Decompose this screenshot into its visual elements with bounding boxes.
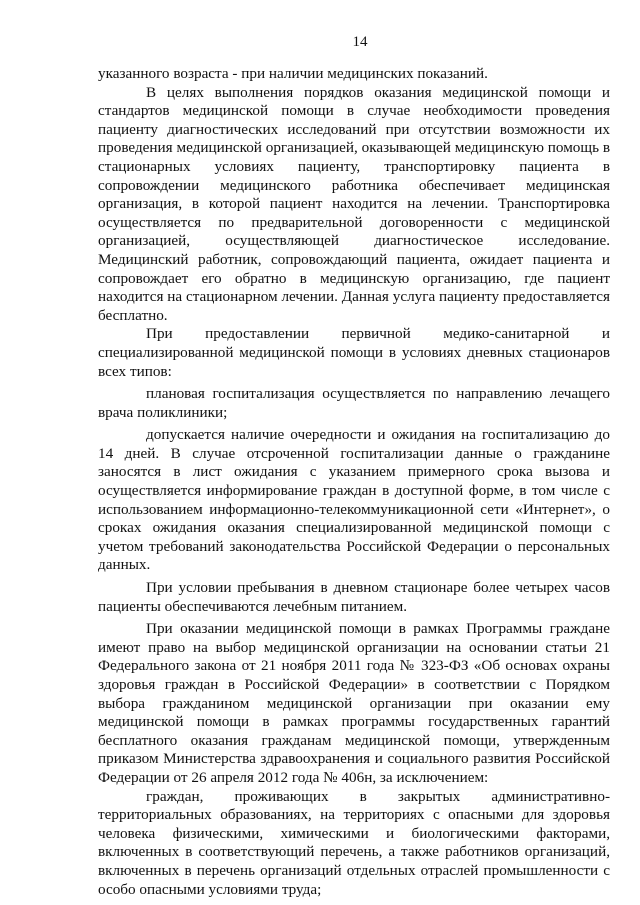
paragraph-choice-of-organization: При оказании медицинской помощи в рамках Программы граждане имеют право на выбор медицинской организации на основании статьи 21 Федерального закона от 21 ноября 2011 года № 323-ФЗ «Об основах охраны здоровья граждан в Российской Федерации» в соответствии с Порядком выбора гражданином медицинской организации при оказании ему медицинской помощи в рамках программы государственных гарантий бесплатного оказания гражданам медицинской помощи, утвержденным приказом Министерства здравоохранения и социального развития Российской Федерации от 26 апреля 2012 года № 406н, за исключением:	[98, 620, 610, 786]
paragraph-transport: В целях выполнения порядков оказания медицинской помощи и стандартов медицинской помощи в случае необходимости проведения пациенту диагностических исследований при отсутствии возможности их проведения медицинской организацией, оказывающей медицинскую помощь в стационарных условиях пациенту, транспортировку пациента в сопровождении медицинского работника обеспечивает медицинская организация, в которой пациент находится на лечении. Транспортировка осуществляется по предварительной договоренности с медицинской организацией, осуществляющей диагностическое исследование. Медицинский работник, сопровождающий пациента, ожидает пациента и сопровождает его обратно в медицинскую организацию, где пациент находится на стационарном лечении. Данная услуга пациенту предоставляется бесплатно.	[98, 83, 610, 324]
paragraph-day-hospital-intro: При предоставлении первичной медико-санитарной и специализированной медицинской помощи в условиях дневных стационаров всех типов:	[98, 325, 610, 380]
page-number: 14	[352, 34, 368, 50]
paragraph-nutrition: При условии пребывания в дневном стационаре более четырех часов пациенты обеспечиваются лечебным питанием.	[98, 579, 610, 615]
paragraph-exceptions: граждан, проживающих в закрытых административно-территориальных образованиях, на территориях с опасными для здоровья человека физическими, химическими и биологическими факторами, включенных в соответствующий перечень, а также работников организаций, включенных в перечень организаций отдельных отраслей промышленности с особо опасными условиями труда;	[98, 787, 610, 898]
document-body	[98, 65, 610, 899]
paragraph-waiting-list: допускается наличие очередности и ожидания на госпитализацию до 14 дней. В случае отсроченной госпитализации данные о гражданине заносятся в лист ожидания с указанием примерного срока вызова и осуществляется информирование граждан в доступной форме, в том числе с использованием информационно-телекоммуникационной сети «Интернет», о сроках ожидания оказания специализированной медицинской помощи с учетом требований законодательства Российской Федерации о персональных данных.	[98, 426, 610, 574]
paragraph-age-continuation: указанного возраста - при наличии медицинских показаний.	[98, 65, 488, 82]
paragraph-planned-hospitalization: плановая госпитализация осуществляется по направлению лечащего врача поликлиники;	[98, 385, 610, 421]
